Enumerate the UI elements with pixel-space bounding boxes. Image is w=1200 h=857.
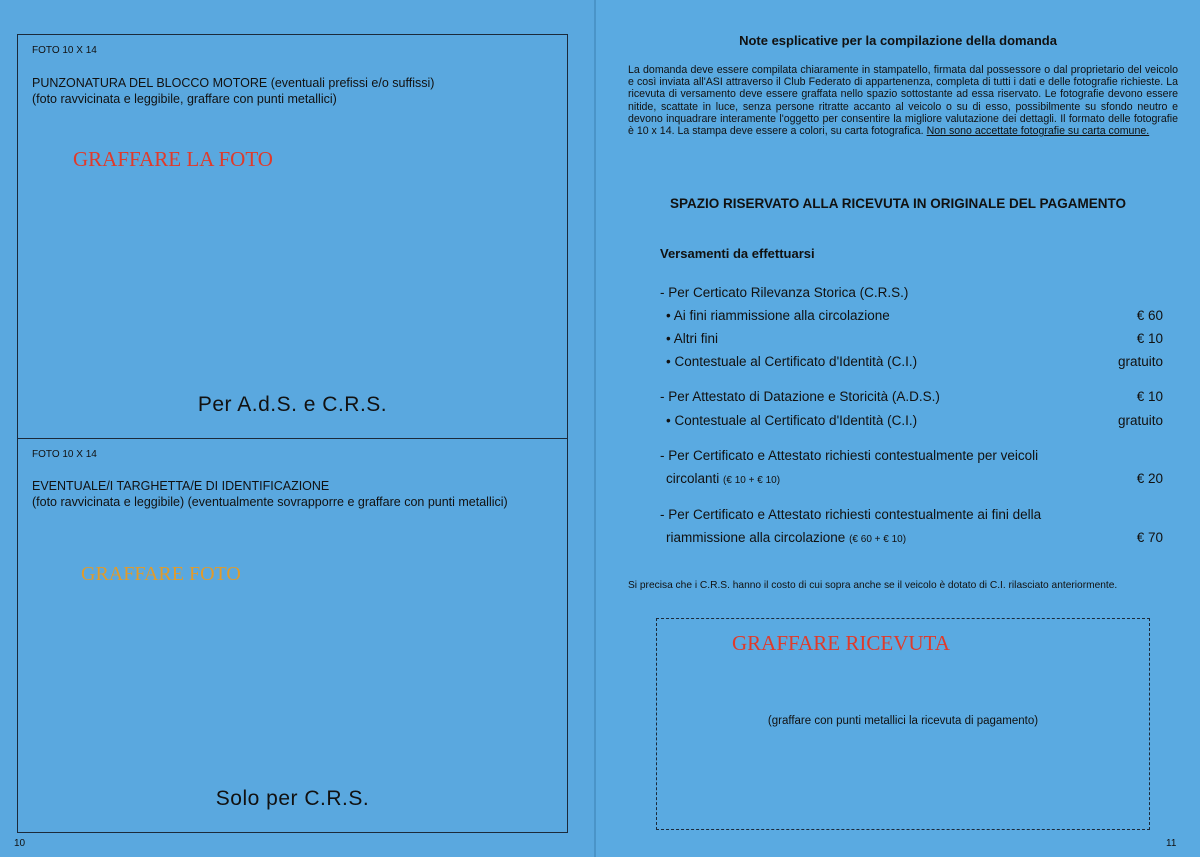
photo-size-label: FOTO 10 X 14 [32,449,97,460]
receipt-staple-area [656,618,1150,830]
fee-row [666,308,1163,323]
fee-label: • Contestuale al Certificato d'Identità (C.I.) [666,354,918,369]
fee-row [660,285,1163,300]
photo-box-title-line1: PUNZONATURA DEL BLOCCO MOTORE (eventuali prefissi e/o suffissi) [32,76,435,90]
fee-label: • Contestuale al Certificato d'Identità (C.I.) [666,413,918,428]
fee-row [666,530,1163,545]
receipt-instruction: (graffare con punti metallici la ricevuta di pagamento) [767,715,1039,727]
fee-breakdown: (€ 60 + € 10) [849,534,907,545]
staple-photo-stamp: GRAFFARE FOTO [81,563,241,585]
receipt-section-heading: SPAZIO RISERVATO ALLA RICEVUTA IN ORIGINALE DEL PAGAMENTO [669,196,1127,211]
left-page [0,0,596,857]
fee-label: • Ai fini riammissione alla circolazione [666,308,890,323]
fee-label: • Altri fini [666,331,718,346]
notes-paragraph-underlined: Non sono accettate fotografie su carta comune. [926,125,1150,138]
fee-row [666,471,1163,486]
fee-amount: € 20 [1136,471,1163,486]
staple-photo-stamp: GRAFFARE LA FOTO [73,147,273,171]
fee-label-text: riammissione alla circolazione [666,530,846,545]
fee-row [660,448,1163,463]
photo-box-title [32,478,508,510]
photo-box-footer: Solo per C.R.S. [215,787,370,810]
fee-row [666,413,1163,428]
right-page [596,0,1200,857]
fee-label-text: circolanti [666,471,720,486]
fee-row [666,354,1163,369]
fee-breakdown: (€ 10 + € 10) [723,475,781,486]
photo-box-id-plate [17,437,568,833]
fee-label: - Per Attestato di Datazione e Storicità (A.D.S.) [660,389,940,404]
photo-box-title-line2: (foto ravvicinata e leggibile, graffare con punti metallici) [32,92,337,106]
fee-label [666,530,906,545]
fee-label [666,471,780,486]
staple-receipt-stamp: GRAFFARE RICEVUTA [732,631,950,655]
fee-label: - Per Certicato Rilevanza Storica (C.R.S.) [660,285,909,300]
fee-row [666,331,1163,346]
fee-note: Si precisa che i C.R.S. hanno il costo di cui sopra anche se il veicolo è dotato di C.I. rilasciato anteriormente. [628,580,1118,591]
fee-row [660,507,1163,522]
payments-subheading: Versamenti da effettuarsi [660,246,815,261]
fee-amount: gratuito [1117,413,1163,428]
photo-box-title-line1: EVENTUALE/I TARGHETTA/E DI IDENTIFICAZIONE [32,479,330,493]
fee-amount: € 60 [1136,308,1163,323]
notes-title: Note esplicative per la compilazione della domanda [739,33,1057,48]
photo-size-label: FOTO 10 X 14 [32,45,97,56]
photo-box-engine-stamp [17,34,568,439]
fee-row [660,389,1163,404]
photo-box-title [32,75,434,107]
fee-label: - Per Certificato e Attestato richiesti contestualmente ai fini della [660,507,1042,522]
page-number: 11 [1166,838,1177,849]
fee-label: - Per Certificato e Attestato richiesti contestualmente per veicoli [660,448,1039,463]
notes-paragraph-text: La domanda deve essere compilata chiaramente in stampatello, firmata dal possessore o dal proprietario del veicolo e così inviata all'ASI attraverso il Club Federato di appartenenza, completa di tutti i dati e delle fotografie richieste. La ricevuta di versamento deve essere graffata nello spazio sottostante ad essa riservato. Le fotografie devono essere nitide, scattate in luce, senza persone ritratte accanto al veicolo o su di esso, possibilmente su sfondo neutro e devono inquadrare interamente l'oggetto per consentire la migliore valutazione dei dettagli. Il formato delle fotografie è 10 x 14. La stampa deve essere a colori, su carta fotografica. [628,64,1178,138]
page-number: 10 [14,838,26,849]
fee-amount: € 10 [1136,331,1163,346]
photo-box-title-line2: (foto ravvicinata e leggibile) (eventualmente sovrapporre e graffare con punti metallici) [32,495,508,509]
fee-amount: gratuito [1117,354,1163,369]
notes-paragraph [628,64,1178,137]
photo-box-footer: Per A.d.S. e C.R.S. [197,393,388,416]
fee-amount: € 70 [1136,530,1163,545]
fee-amount: € 10 [1136,389,1163,404]
